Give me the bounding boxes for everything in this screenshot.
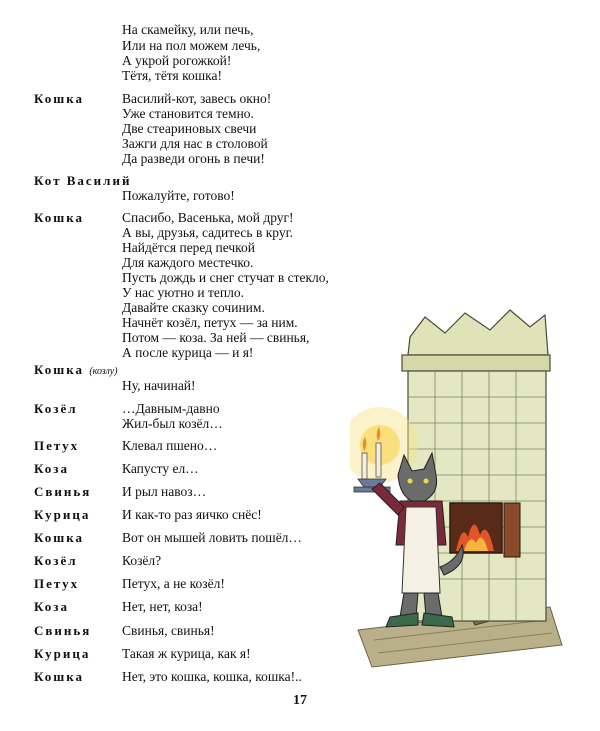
verse-line: …Давным-давно [122, 401, 220, 416]
verse-line: А после курица — и я! [122, 345, 254, 360]
speaker-name: Свинья [34, 484, 92, 499]
speaker-name: Коза [34, 599, 70, 614]
verse-line: Зажги для нас в столовой [122, 136, 268, 151]
verse-line: Клевал пшено… [122, 438, 218, 453]
verse-line: Да разведи огонь в печи! [122, 151, 265, 166]
verse-line: Нет, это кошка, кошка, кошка!.. [122, 669, 302, 684]
speaker-name: Козёл [34, 553, 78, 568]
speaker-name: Коза [34, 461, 70, 476]
speaker-name: Петух [34, 576, 80, 591]
speaker-name: Кот Василий [34, 173, 132, 188]
verse-line: Уже становится темно. [122, 106, 254, 121]
speaker-name: Козёл [34, 401, 78, 416]
verse-line: Давайте сказку сочиним. [122, 300, 265, 315]
page-number: 17 [293, 693, 307, 708]
verse-line: Для каждого местечко. [122, 255, 254, 270]
verse-line: А укрой рогожкой! [122, 53, 232, 68]
verse-line: А вы, друзья, садитесь в круг. [122, 225, 293, 240]
verse-line: Вот он мышей ловить пошёл… [122, 530, 302, 545]
stove-door-shape [504, 503, 520, 557]
speaker-name: Кошка [34, 91, 85, 106]
verse-line: Козёл? [122, 553, 162, 568]
verse-line: Потом — коза. За ней — свинья, [122, 330, 310, 345]
speaker-name: Кошка [34, 669, 85, 684]
verse-line: Василий-кот, завесь окно! [122, 91, 272, 106]
verse-line: Начнёт козёл, петух — за ним. [122, 315, 298, 330]
verse-line: Нет, нет, коза! [122, 599, 203, 614]
verse-line: Две стеариновых свечи [122, 121, 257, 136]
verse-line: Такая ж курица, как я! [122, 646, 251, 661]
verse-line: Или на пол можем лечь, [122, 38, 261, 53]
verse-line: И рыл навоз… [122, 484, 207, 499]
verse-line: Пусть дождь и снег стучат в стекло, [122, 270, 329, 285]
verse-line: Капусту ел… [122, 461, 199, 476]
verse-line: И как-то раз яичко снёс! [122, 507, 262, 522]
speaker-name: Кошка [34, 530, 85, 545]
verse-line: Петух, а не козёл! [122, 576, 225, 591]
speaker-name: Курица [34, 646, 91, 661]
speaker-name: Свинья [34, 623, 92, 638]
verse-line: На скамейку, или печь, [122, 22, 254, 37]
speaker-name: Курица [34, 507, 91, 522]
verse-line: Свинья, свинья! [122, 623, 215, 638]
speaker-line [34, 362, 117, 379]
verse-line: У нас уютно и тепло. [122, 285, 245, 300]
verse-line: Спасибо, Васенька, мой друг! [122, 210, 294, 225]
verse-line: Найдётся перед печкой [122, 240, 256, 255]
verse-line: Ну, начинай! [122, 378, 196, 393]
speaker-name: Кошка [34, 362, 85, 377]
speaker-name: Петух [34, 438, 80, 453]
speaker-name: Кошка [34, 210, 85, 225]
verse-line: Жил-был козёл… [122, 416, 223, 431]
verse-line: Пожалуйте, готово! [122, 188, 235, 203]
stage-direction: (козлу) [89, 366, 118, 377]
verse-line: Тётя, тётя кошка! [122, 68, 222, 83]
cat-with-candles-by-tiled-stove-illustration [350, 275, 565, 670]
